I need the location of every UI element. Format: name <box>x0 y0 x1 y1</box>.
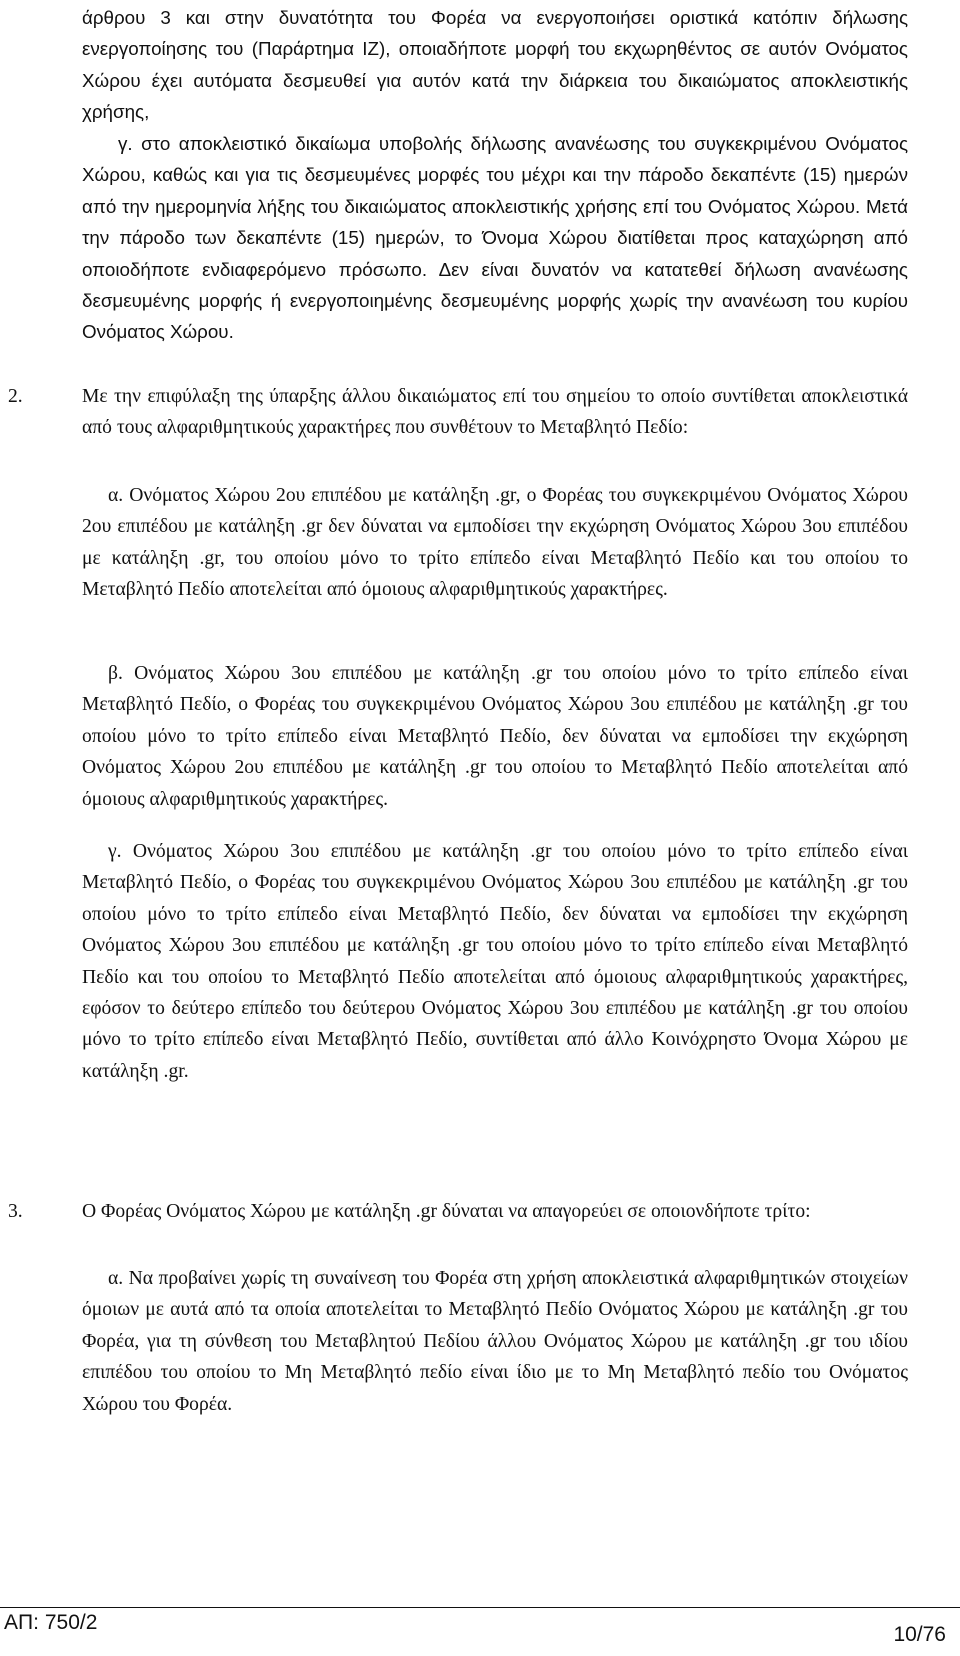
paragraph-item-3: Ο Φορέας Ονόματος Χώρου με κατάληξη .gr δύναται να απαγορεύει σε οποιονδήποτε τρίτο: <box>82 1201 811 1222</box>
footer-divider <box>0 1607 960 1608</box>
document-reference: ΑΠ: 750/2 <box>4 1611 98 1634</box>
paragraph-item-2c: γ. Ονόματος Χώρου 3ου επιπέδου με κατάληξη .gr του οποίου μόνο το τρίτο επίπεδο είναι Μεταβλητό Πεδίο, ο Φορέας του συγκεκριμένου Ονόματος Χώρου 3ου επιπέδου με κατάληξη .gr του οποίου μόνο το τρίτο επίπεδο είναι Μεταβλητό Πεδίο, δεν δύναται να εμποδίσει την εκχώρηση Ονόματος Χώρου 3ου επιπέδου με κατάληξη .gr του οποίου μόνο το τρίτο επίπεδο είναι Μεταβλητό Πεδίο και του οποίου το Μεταβλητό Πεδίο αποτελείται από όμοιους αλφαριθμητικούς χαρακτήρες, εφόσον το δεύτερο επίπεδο του δεύτερου Ονόματος Χώρου 3ου επιπέδου με κατάληξη .gr του οποίου μόνο το τρίτο επίπεδο είναι Μεταβλητό Πεδίο, συντίθεται από άλλο Κοινόχρηστο Όνομα Χώρου με κατάληξη .gr. <box>82 841 908 1082</box>
paragraph-item-3a: α. Να προβαίνει χωρίς τη συναίνεση του Φορέα στη χρήση αποκλειστικά αλφαριθμητικών στοιχείων όμοιων με αυτά από τα οποία αποτελείται το Μεταβλητό Πεδίο Ονόματος Χώρου με κατάληξη .gr του Φορέα, για τη σύνθεση του Μεταβλητού Πεδίου άλλου Ονόματος Χώρου με κατάληξη .gr του ιδίου επιπέδου του οποίου το Μη Μεταβλητό πεδίο είναι ίδιο με το Μη Μεταβλητό πεδίο του Ονόματος Χώρου του Φορέα. <box>82 1268 908 1415</box>
paragraph-item-2: Με την επιφύλαξη της ύπαρξης άλλου δικαιώματος επί του σημείου το οποίο συντίθεται αποκλειστικά από τους αλφαριθμητικούς χαρακτήρες που συνθέτουν το Μεταβλητό Πεδίο: <box>82 386 908 439</box>
list-number-3: 3. <box>8 1201 23 1222</box>
paragraph-item-2b: β. Ονόματος Χώρου 3ου επιπέδου με κατάληξη .gr του οποίου μόνο το τρίτο επίπεδο είναι Μεταβλητό Πεδίο, ο Φορέας του συγκεκριμένου Ονόματος Χώρου 3ου επιπέδου με κατάληξη .gr του οποίου μόνο το τρίτο επίπεδο είναι Μεταβλητό Πεδίο, δεν δύναται να εμποδίσει την εκχώρηση Ονόματος Χώρου 2ου επιπέδου με κατάληξη .gr του οποίου το Μεταβλητό Πεδίο αποτελείται από όμοιους αλφαριθμητικούς χαρακτήρες. <box>82 663 908 810</box>
page-number: 10/76 <box>893 1623 946 1646</box>
paragraph-item-2a: α. Ονόματος Χώρου 2ου επιπέδου με κατάληξη .gr, ο Φορέας του συγκεκριμένου Ονόματος Χώρου 2ου επιπέδου με κατάληξη .gr δεν δύναται να εμποδίσει την εκχώρηση Ονόματος Χώρου 3ου επιπέδου με κατάληξη .gr, του οποίου μόνο το τρίτο επίπεδο είναι Μεταβλητό Πεδίο και του οποίου το Μεταβλητό Πεδίο αποτελείται από όμοιους αλφαριθμητικούς χαρακτήρες. <box>82 485 908 601</box>
list-number-2: 2. <box>8 386 23 407</box>
continuation-paragraph: άρθρου 3 και στην δυνατότητα του Φορέα να ενεργοποιήσει οριστικά κατόπιν δήλωσης ενεργοποίησης του (Παράρτημα ΙΖ), οποιαδήποτε μορφή του εκχωρηθέντος σε αυτόν Ονόματος Χώρου έχει αυτόματα δεσμευθεί για αυτόν κατά την διάρκεια του δικαιώματος αποκλειστικής χρήσης, <box>82 7 908 123</box>
paragraph-item-1c: γ. στο αποκλειστικό δικαίωμα υποβολής δήλωσης ανανέωσης του συγκεκριμένου Ονόματος Χώρου, καθώς και για τις δεσμευμένες μορφές του μέχρι και την πάροδο δεκαπέντε (15) ημερών από την ημερομηνία λήξης του δικαιώματος αποκλειστικής χρήσης επί του Ονόματος Χώρου. Μετά την πάροδο των δεκαπέντε (15) ημερών, το Όνομα Χώρου διατίθεται προς καταχώρηση από οποιοδήποτε ενδιαφερόμενο πρόσωπο. Δεν είναι δυνατόν να κατατεθεί δήλωση ανανέωσης δεσμευμένης μορφής ή ενεργοποιημένης δεσμευμένης μορφής χωρίς την ανανέωση του κυρίου Ονόματος Χώρου. <box>82 133 908 343</box>
